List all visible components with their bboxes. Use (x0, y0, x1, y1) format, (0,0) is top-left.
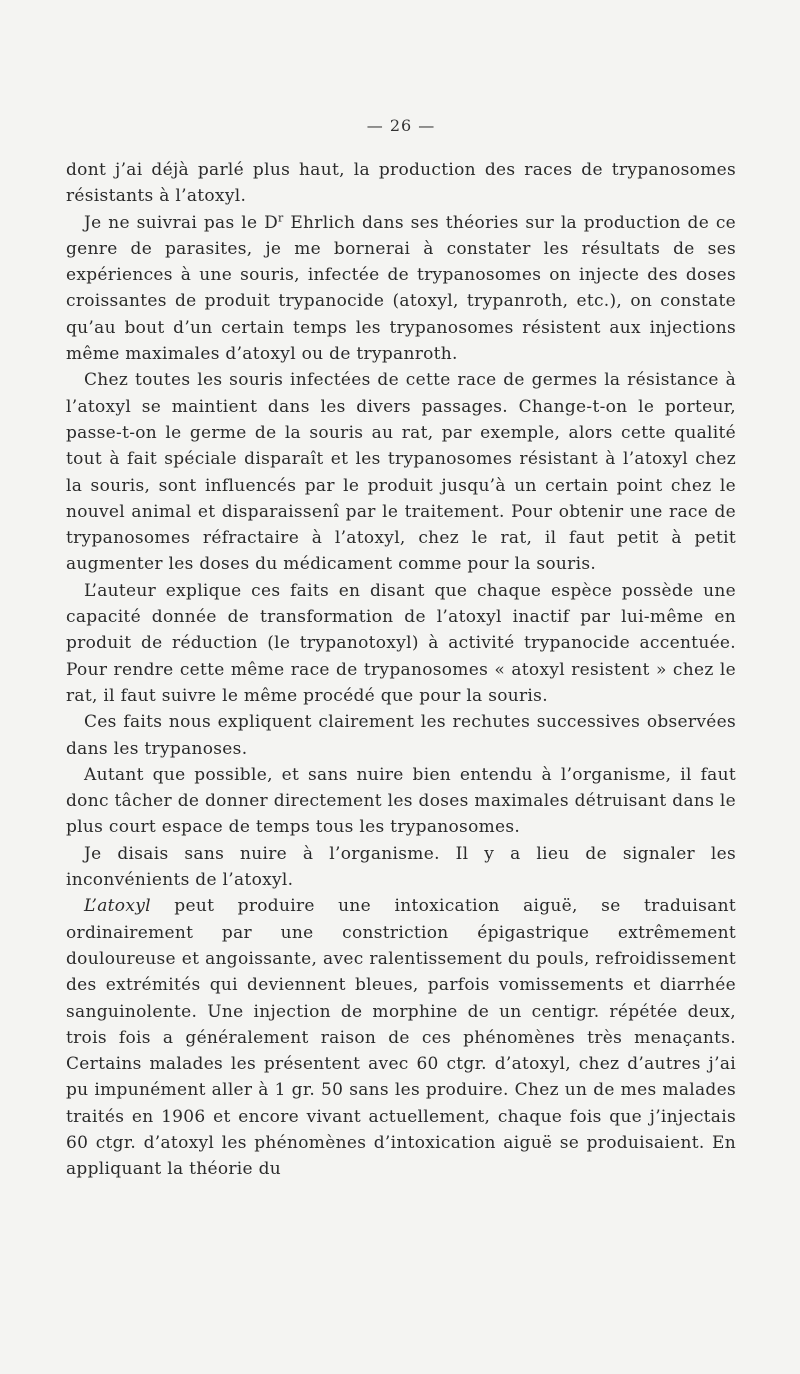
paragraph-2-superscript: r (278, 210, 284, 224)
body-text (66, 157, 736, 1183)
paragraph-8-italic: L’atoxyl (84, 896, 151, 917)
paragraph-8-after: peut produire une intoxication aiguë, se traduisant ordinairement par une constriction épigastrique extrêmement douloureuse et angoissante, avec ralentissement du pouls, refroidissement des extrémités qui deviennent bleues, parfois vomissements et diarrhée sanguinolente. Une injection de morphine de un centigr. répétée deux, trois fois a généralement raison de ces phénomènes très menaçants. Certains malades les présentent avec 60 ctgr. d’atoxyl, chez d’autres j’ai pu impunément aller à 1 gr. 50 sans les produire. Chez un de mes malades traités en 1906 et encore vivant actuellement, chaque fois que j’injectais 60 ctgr. d’atoxyl les phénomènes d’intoxication aiguë se produisaient. En appliquant la théorie du (66, 896, 736, 1180)
paragraph-8 (66, 893, 736, 1182)
paragraph-2-after: Ehrlich dans ses théories sur la production de ce genre de parasites, je me bornerai à constater les résultats de ses expériences à une souris, infectée de trypanosomes on injecte des doses croissantes de produit trypanocide (atoxyl, trypanroth, etc.), on constate qu’au bout d’un certain temps les trypanosomes résistent aux injections même maximales d’atoxyl ou de trypanroth. (66, 212, 736, 365)
paragraph-6: Autant que possible, et sans nuire bien entendu à l’organisme, il faut donc tâcher de donner directement les doses maximales détruisant dans le plus court espace de temps tous les trypanosomes. (66, 764, 736, 838)
paragraph-2 (66, 210, 736, 368)
paragraph-2-before: Je ne suivrai pas le D (84, 212, 279, 233)
page-number: — 26 — (366, 116, 436, 135)
paragraph-3: Chez toutes les souris infectées de cette race de germes la résistance à l’atoxyl se maintient dans les divers passages. Change-t-on le porteur, passe-t-on le germe de la souris au rat, par exemple, alors cette qualité tout à fait spéciale disparaît et les trypanosomes résistant à l’atoxyl chez la souris, sont influencés par le produit jusqu’à un certain point chez le nouvel animal et disparaissenî par le traitement. Pour obtenir une race de trypanosomes réfractaire à l’atoxyl, chez le rat, il faut petit à petit augmenter les doses du médicament comme pour la souris. (66, 370, 736, 575)
paragraph-5: Ces faits nous expliquent clairement les rechutes successives observées dans les trypanoses. (66, 712, 736, 759)
paragraph-1: dont j’ai déjà parlé plus haut, la production des races de trypanosomes résistants à l’atoxyl. (66, 160, 736, 207)
paragraph-4: L’auteur explique ces faits en disant que chaque espèce possède une capacité donnée de transformation de l’atoxyl inactif par lui-même en produit de réduction (le trypanotoxyl) à activité trypanocide accentuée. Pour rendre cette même race de trypanosomes « atoxyl resistent » chez le rat, il faut suivre le même procédé que pour la souris. (66, 580, 736, 706)
paragraph-7: Je disais sans nuire à l’organisme. Il y a lieu de signaler les inconvénients de l’atoxyl. (66, 843, 736, 891)
